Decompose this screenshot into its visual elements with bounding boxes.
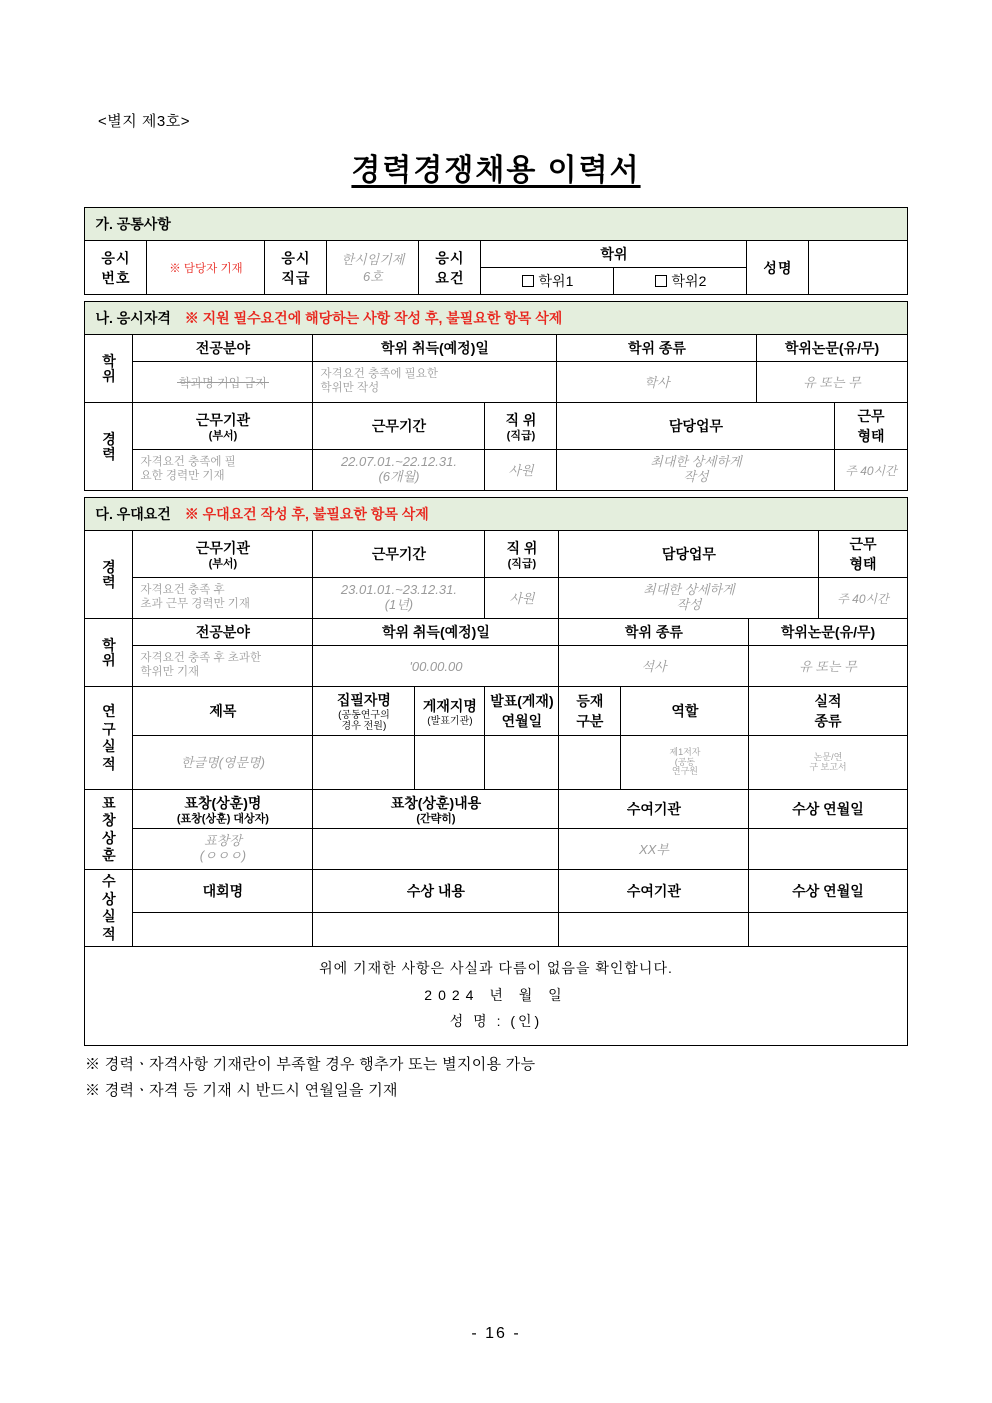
row-label-research-c4: 적 bbox=[102, 755, 116, 772]
row-label-career-l1: 경 bbox=[102, 430, 116, 447]
header-career-period: 근무기간 bbox=[313, 403, 485, 450]
header-career-type bbox=[835, 403, 907, 450]
field-research-index[interactable] bbox=[559, 736, 621, 790]
row-label-award-c2: 창 bbox=[102, 812, 116, 829]
field-award-date[interactable] bbox=[749, 829, 907, 870]
pref-degree-thesis-value: 유 또는 무 bbox=[799, 658, 857, 674]
career-duty-l2: 작성 bbox=[683, 469, 709, 484]
field-award-content[interactable] bbox=[313, 829, 559, 870]
career-type-value: 주 40시간 bbox=[845, 463, 897, 478]
header-degree-kind: 학위 종류 bbox=[557, 335, 757, 362]
row-label-prize-c4: 적 bbox=[102, 925, 116, 942]
field-prize-org[interactable] bbox=[559, 913, 749, 947]
header-application-grade bbox=[265, 241, 327, 295]
row-label-prize-c1: 수 bbox=[102, 873, 116, 890]
award-name-l2: (ㅇㅇㅇ) bbox=[199, 848, 247, 864]
degree-option-1[interactable] bbox=[481, 268, 614, 295]
field-degree-thesis[interactable] bbox=[757, 362, 907, 403]
header-prize-contest: 대회명 bbox=[133, 870, 313, 913]
header-award-name bbox=[133, 790, 313, 829]
section-heading-common-label: 가. 공통사항 bbox=[95, 216, 171, 232]
field-pref-career-org[interactable] bbox=[133, 578, 313, 619]
research-role-guide-l1: 제1저자 bbox=[669, 747, 701, 758]
pref-major-guide-l2: 학위만 기재 bbox=[140, 666, 200, 678]
header-award-name-sub: (표창(상훈) 대상자) bbox=[176, 813, 269, 825]
footnote-2: ※ 경력ㆍ자격 등 기재 시 반드시 연월일을 기재 bbox=[85, 1082, 398, 1100]
pref-degree-date-value: '00.00.00 bbox=[409, 658, 463, 674]
field-name[interactable] bbox=[809, 241, 907, 295]
header-pref-major-field: 전공분야 bbox=[133, 619, 313, 646]
header-research-authors-sub1: (공동연구의 bbox=[338, 710, 390, 721]
header-prize-date: 수상 연월일 bbox=[749, 870, 907, 913]
pref-career-position-value: 사원 bbox=[509, 590, 535, 606]
header-pref-career-org-label: 근무기관 bbox=[195, 539, 250, 556]
header-app-no-line2: 번호 bbox=[101, 269, 131, 286]
degree-option-2-label: 학위2 bbox=[671, 273, 707, 289]
pref-career-period-l2: (1년) bbox=[384, 597, 414, 612]
field-research-journal[interactable] bbox=[415, 736, 485, 790]
header-research-journal-label: 게재지명 bbox=[422, 697, 477, 714]
section-heading-qualification-note: ※ 지원 필수요건에 해당하는 사항 작성 후, 불필요한 항목 삭제 bbox=[184, 310, 563, 326]
row-label-career bbox=[85, 403, 133, 491]
header-pref-degree-date: 학위 취득(예정)일 bbox=[313, 619, 559, 646]
row-label-award-c3: 상 bbox=[102, 829, 116, 846]
application-number-guide: ※ 담당자 기재 bbox=[169, 263, 243, 275]
header-research-index-l1: 등재 bbox=[576, 693, 604, 709]
header-career-type-l2: 형태 bbox=[857, 428, 885, 444]
career-period-l2: (6개월) bbox=[378, 469, 420, 484]
award-name-l1: 표창장 bbox=[204, 833, 242, 849]
row-label-pref-degree-l1: 학 bbox=[102, 636, 116, 653]
header-app-req-line1: 응시 bbox=[435, 249, 465, 266]
field-application-grade[interactable] bbox=[327, 241, 419, 295]
header-pref-degree-kind: 학위 종류 bbox=[559, 619, 749, 646]
header-research-index bbox=[559, 687, 621, 736]
header-research-title: 제목 bbox=[133, 687, 313, 736]
header-pref-career-org-sub: (부서) bbox=[208, 557, 238, 570]
header-research-pubdate bbox=[485, 687, 559, 736]
career-position-value: 사원 bbox=[508, 462, 534, 478]
header-career-duty: 담당업무 bbox=[557, 403, 835, 450]
field-career-period[interactable] bbox=[313, 450, 485, 491]
row-label-degree-l2: 위 bbox=[102, 367, 116, 384]
research-role-guide-l2: (공동 bbox=[674, 756, 696, 767]
footnote-1: ※ 경력ㆍ자격사항 기재란이 부족할 경우 행추가 또는 별지이용 가능 bbox=[85, 1055, 536, 1073]
research-kind-guide-l1: 논문/연 bbox=[813, 752, 843, 763]
field-degree-kind[interactable] bbox=[557, 362, 757, 403]
header-pref-career-duty: 담당업무 bbox=[559, 531, 819, 578]
header-research-kind bbox=[749, 687, 907, 736]
pref-career-duty-l2: 작성 bbox=[676, 597, 702, 612]
row-label-award-c1: 표 bbox=[102, 794, 116, 811]
degree-option-2[interactable] bbox=[614, 268, 747, 295]
header-research-authors-sub2: 경우 전원) bbox=[341, 721, 387, 732]
confirmation-block bbox=[85, 947, 907, 1046]
header-research-journal-sub: (발표기관) bbox=[427, 715, 473, 727]
pref-career-duty-l1: 최대한 상세하게 bbox=[643, 582, 735, 598]
field-pref-career-type[interactable] bbox=[819, 578, 907, 619]
confirmation-line-3: 성 명 : (인) bbox=[449, 1013, 543, 1030]
field-pref-degree-date[interactable] bbox=[313, 646, 559, 687]
header-research-kind-l1: 실적 bbox=[814, 693, 842, 709]
preference-section-table bbox=[84, 497, 907, 1046]
row-label-pref-career-l2: 력 bbox=[102, 573, 116, 590]
field-pref-degree-kind[interactable] bbox=[559, 646, 749, 687]
row-label-degree-l1: 학 bbox=[102, 352, 116, 369]
header-research-authors bbox=[313, 687, 415, 736]
field-degree-date[interactable] bbox=[313, 362, 557, 403]
attachment-tag: <별지 제3호> bbox=[98, 113, 190, 130]
field-pref-major-field[interactable] bbox=[133, 646, 313, 687]
field-research-pubdate[interactable] bbox=[485, 736, 559, 790]
row-label-prize-c3: 실 bbox=[102, 908, 116, 925]
page-number: - 16 - bbox=[471, 1325, 521, 1342]
footnotes bbox=[85, 1052, 907, 1105]
page-title: 경력경쟁채용 이력서 bbox=[351, 154, 641, 187]
row-label-award bbox=[85, 790, 133, 870]
confirmation-line-2: 2024 년 월 일 bbox=[424, 986, 568, 1003]
field-pref-career-position[interactable] bbox=[485, 578, 559, 619]
header-award-org: 수여기관 bbox=[559, 790, 749, 829]
header-research-index-l2: 구분 bbox=[576, 713, 604, 729]
row-label-prize bbox=[85, 870, 133, 947]
header-award-date: 수상 연월일 bbox=[749, 790, 907, 829]
degree-date-guide-l2: 학위만 작성 bbox=[320, 382, 380, 394]
header-award-content-label: 표창(상훈)내용 bbox=[390, 795, 482, 811]
header-research-kind-l2: 종류 bbox=[814, 713, 842, 729]
degree-kind-value: 학사 bbox=[644, 374, 670, 390]
field-award-org[interactable] bbox=[559, 829, 749, 870]
pref-career-period-l1: 23.01.01.~23.12.31. bbox=[340, 582, 457, 598]
pref-career-org-guide-l2: 초과 근무 경력만 기재 bbox=[140, 598, 250, 610]
qualification-section-table bbox=[84, 301, 907, 491]
row-label-pref-degree bbox=[85, 619, 133, 687]
field-pref-career-period[interactable] bbox=[313, 578, 485, 619]
header-research-authors-label: 집필자명 bbox=[336, 692, 391, 708]
header-career-type-l1: 근무 bbox=[857, 408, 885, 424]
header-pref-career-type-l1: 근무 bbox=[849, 536, 877, 552]
header-pref-career-type bbox=[819, 531, 907, 578]
degree-date-guide-l1: 자격요건 충족에 필요한 bbox=[320, 368, 438, 381]
header-app-req-line2: 요건 bbox=[435, 269, 465, 286]
field-research-title[interactable] bbox=[133, 736, 313, 790]
field-research-kind[interactable] bbox=[749, 736, 907, 790]
career-duty-l1: 최대한 상세하게 bbox=[650, 454, 742, 470]
header-app-grade-line2: 직급 bbox=[281, 269, 311, 286]
header-pref-career-position-sub: (직급) bbox=[507, 557, 537, 570]
row-label-award-c4: 훈 bbox=[102, 847, 116, 864]
row-label-research-c1: 연 bbox=[102, 703, 116, 719]
section-heading-preference-label: 다. 우대요건 bbox=[95, 506, 171, 522]
header-prize-content: 수상 내용 bbox=[313, 870, 559, 913]
header-award-name-label: 표창(상훈)명 bbox=[184, 795, 262, 811]
field-pref-career-duty[interactable] bbox=[559, 578, 819, 619]
header-name: 성명 bbox=[747, 241, 809, 295]
section-heading-preference bbox=[85, 498, 907, 531]
header-research-pubdate-l1: 발표(게재) bbox=[490, 693, 554, 709]
header-app-grade-line1: 응시 bbox=[281, 249, 311, 266]
field-pref-degree-thesis[interactable] bbox=[749, 646, 907, 687]
header-pref-degree-thesis: 학위논문(유/무) bbox=[749, 619, 907, 646]
header-research-journal bbox=[415, 687, 485, 736]
header-pref-career-position-label: 직 위 bbox=[506, 539, 538, 556]
pref-career-type-value: 주 40시간 bbox=[837, 591, 889, 606]
header-degree-date: 학위 취득(예정)일 bbox=[313, 335, 557, 362]
section-heading-common bbox=[85, 208, 907, 241]
header-career-position-sub: (직급) bbox=[506, 429, 536, 442]
award-org-value: XX부 bbox=[638, 841, 669, 857]
header-pref-career-position bbox=[485, 531, 559, 578]
header-application-number bbox=[85, 241, 147, 295]
application-grade-line2: 6호 bbox=[363, 268, 383, 284]
career-org-guide-l1: 자격요건 충족에 필 bbox=[140, 456, 236, 469]
career-org-guide-l2: 요한 경력만 기재 bbox=[140, 470, 225, 482]
row-label-pref-career-l1: 경 bbox=[102, 558, 116, 575]
common-section-table bbox=[84, 207, 907, 295]
row-label-pref-career bbox=[85, 531, 133, 619]
field-career-duty[interactable] bbox=[557, 450, 835, 491]
header-research-role: 역할 bbox=[621, 687, 749, 736]
degree-option-1-label: 학위1 bbox=[538, 273, 574, 289]
research-title-guide: 한글명(영문명) bbox=[180, 755, 265, 771]
header-prize-org: 수여기관 bbox=[559, 870, 749, 913]
field-award-name[interactable] bbox=[133, 829, 313, 870]
header-app-no-line1: 응시 bbox=[101, 249, 131, 266]
application-grade-line1: 한시임기제 bbox=[341, 251, 405, 267]
header-degree: 학위 bbox=[481, 241, 747, 268]
header-award-content-sub: (간략히) bbox=[416, 813, 456, 825]
row-label-career-l2: 력 bbox=[102, 445, 116, 462]
header-career-position bbox=[485, 403, 557, 450]
field-career-org[interactable] bbox=[133, 450, 313, 491]
row-label-prize-c2: 상 bbox=[102, 890, 116, 907]
header-career-org-label: 근무기관 bbox=[195, 411, 251, 428]
degree-thesis-value: 유 또는 무 bbox=[803, 374, 861, 390]
header-pref-career-org bbox=[133, 531, 313, 578]
row-label-research bbox=[85, 687, 133, 790]
header-pref-career-period: 근무기간 bbox=[313, 531, 485, 578]
field-prize-contest[interactable] bbox=[133, 913, 313, 947]
field-prize-date[interactable] bbox=[749, 913, 907, 947]
header-research-pubdate-l2: 연월일 bbox=[501, 713, 543, 729]
header-pref-career-type-l2: 형태 bbox=[849, 556, 877, 572]
major-field-guide: 학과명 기입 금지 bbox=[179, 375, 267, 390]
field-career-type[interactable] bbox=[835, 450, 907, 491]
pref-degree-kind-value: 석사 bbox=[641, 658, 667, 674]
header-major-field: 전공분야 bbox=[133, 335, 313, 362]
row-label-pref-degree-l2: 위 bbox=[102, 651, 116, 668]
field-career-position[interactable] bbox=[485, 450, 557, 491]
section-heading-qualification bbox=[85, 302, 907, 335]
research-kind-guide-l2: 구 보고서 bbox=[809, 761, 847, 772]
confirmation-line-1: 위에 기재한 사항은 사실과 다름이 없음을 확인합니다. bbox=[319, 960, 673, 977]
field-prize-content[interactable] bbox=[313, 913, 559, 947]
checkbox-degree-1[interactable] bbox=[522, 275, 534, 287]
checkbox-degree-2[interactable] bbox=[655, 275, 667, 287]
header-career-position-label: 직 위 bbox=[505, 411, 537, 428]
header-application-requirement bbox=[419, 241, 481, 295]
career-period-l1: 22.07.01.~22.12.31. bbox=[340, 454, 457, 470]
field-research-role[interactable] bbox=[621, 736, 749, 790]
header-degree-thesis: 학위논문(유/무) bbox=[757, 335, 907, 362]
row-label-research-c3: 실 bbox=[102, 738, 116, 754]
row-label-research-c2: 구 bbox=[102, 720, 116, 737]
row-label-degree bbox=[85, 335, 133, 403]
header-award-content bbox=[313, 790, 559, 829]
field-application-number[interactable] bbox=[147, 241, 265, 295]
header-career-org-sub: (부서) bbox=[208, 429, 238, 442]
pref-career-org-guide-l1: 자격요건 충족 후 bbox=[140, 584, 225, 597]
header-career-org bbox=[133, 403, 313, 450]
section-heading-qualification-label: 나. 응시자격 bbox=[95, 310, 171, 326]
research-role-guide-l3: 연구원 bbox=[671, 766, 698, 777]
field-major-field[interactable] bbox=[133, 362, 313, 403]
section-heading-preference-note: ※ 우대요건 작성 후, 불필요한 항목 삭제 bbox=[184, 506, 429, 522]
field-research-authors[interactable] bbox=[313, 736, 415, 790]
pref-major-guide-l1: 자격요건 충족 후 초과한 bbox=[140, 652, 262, 665]
